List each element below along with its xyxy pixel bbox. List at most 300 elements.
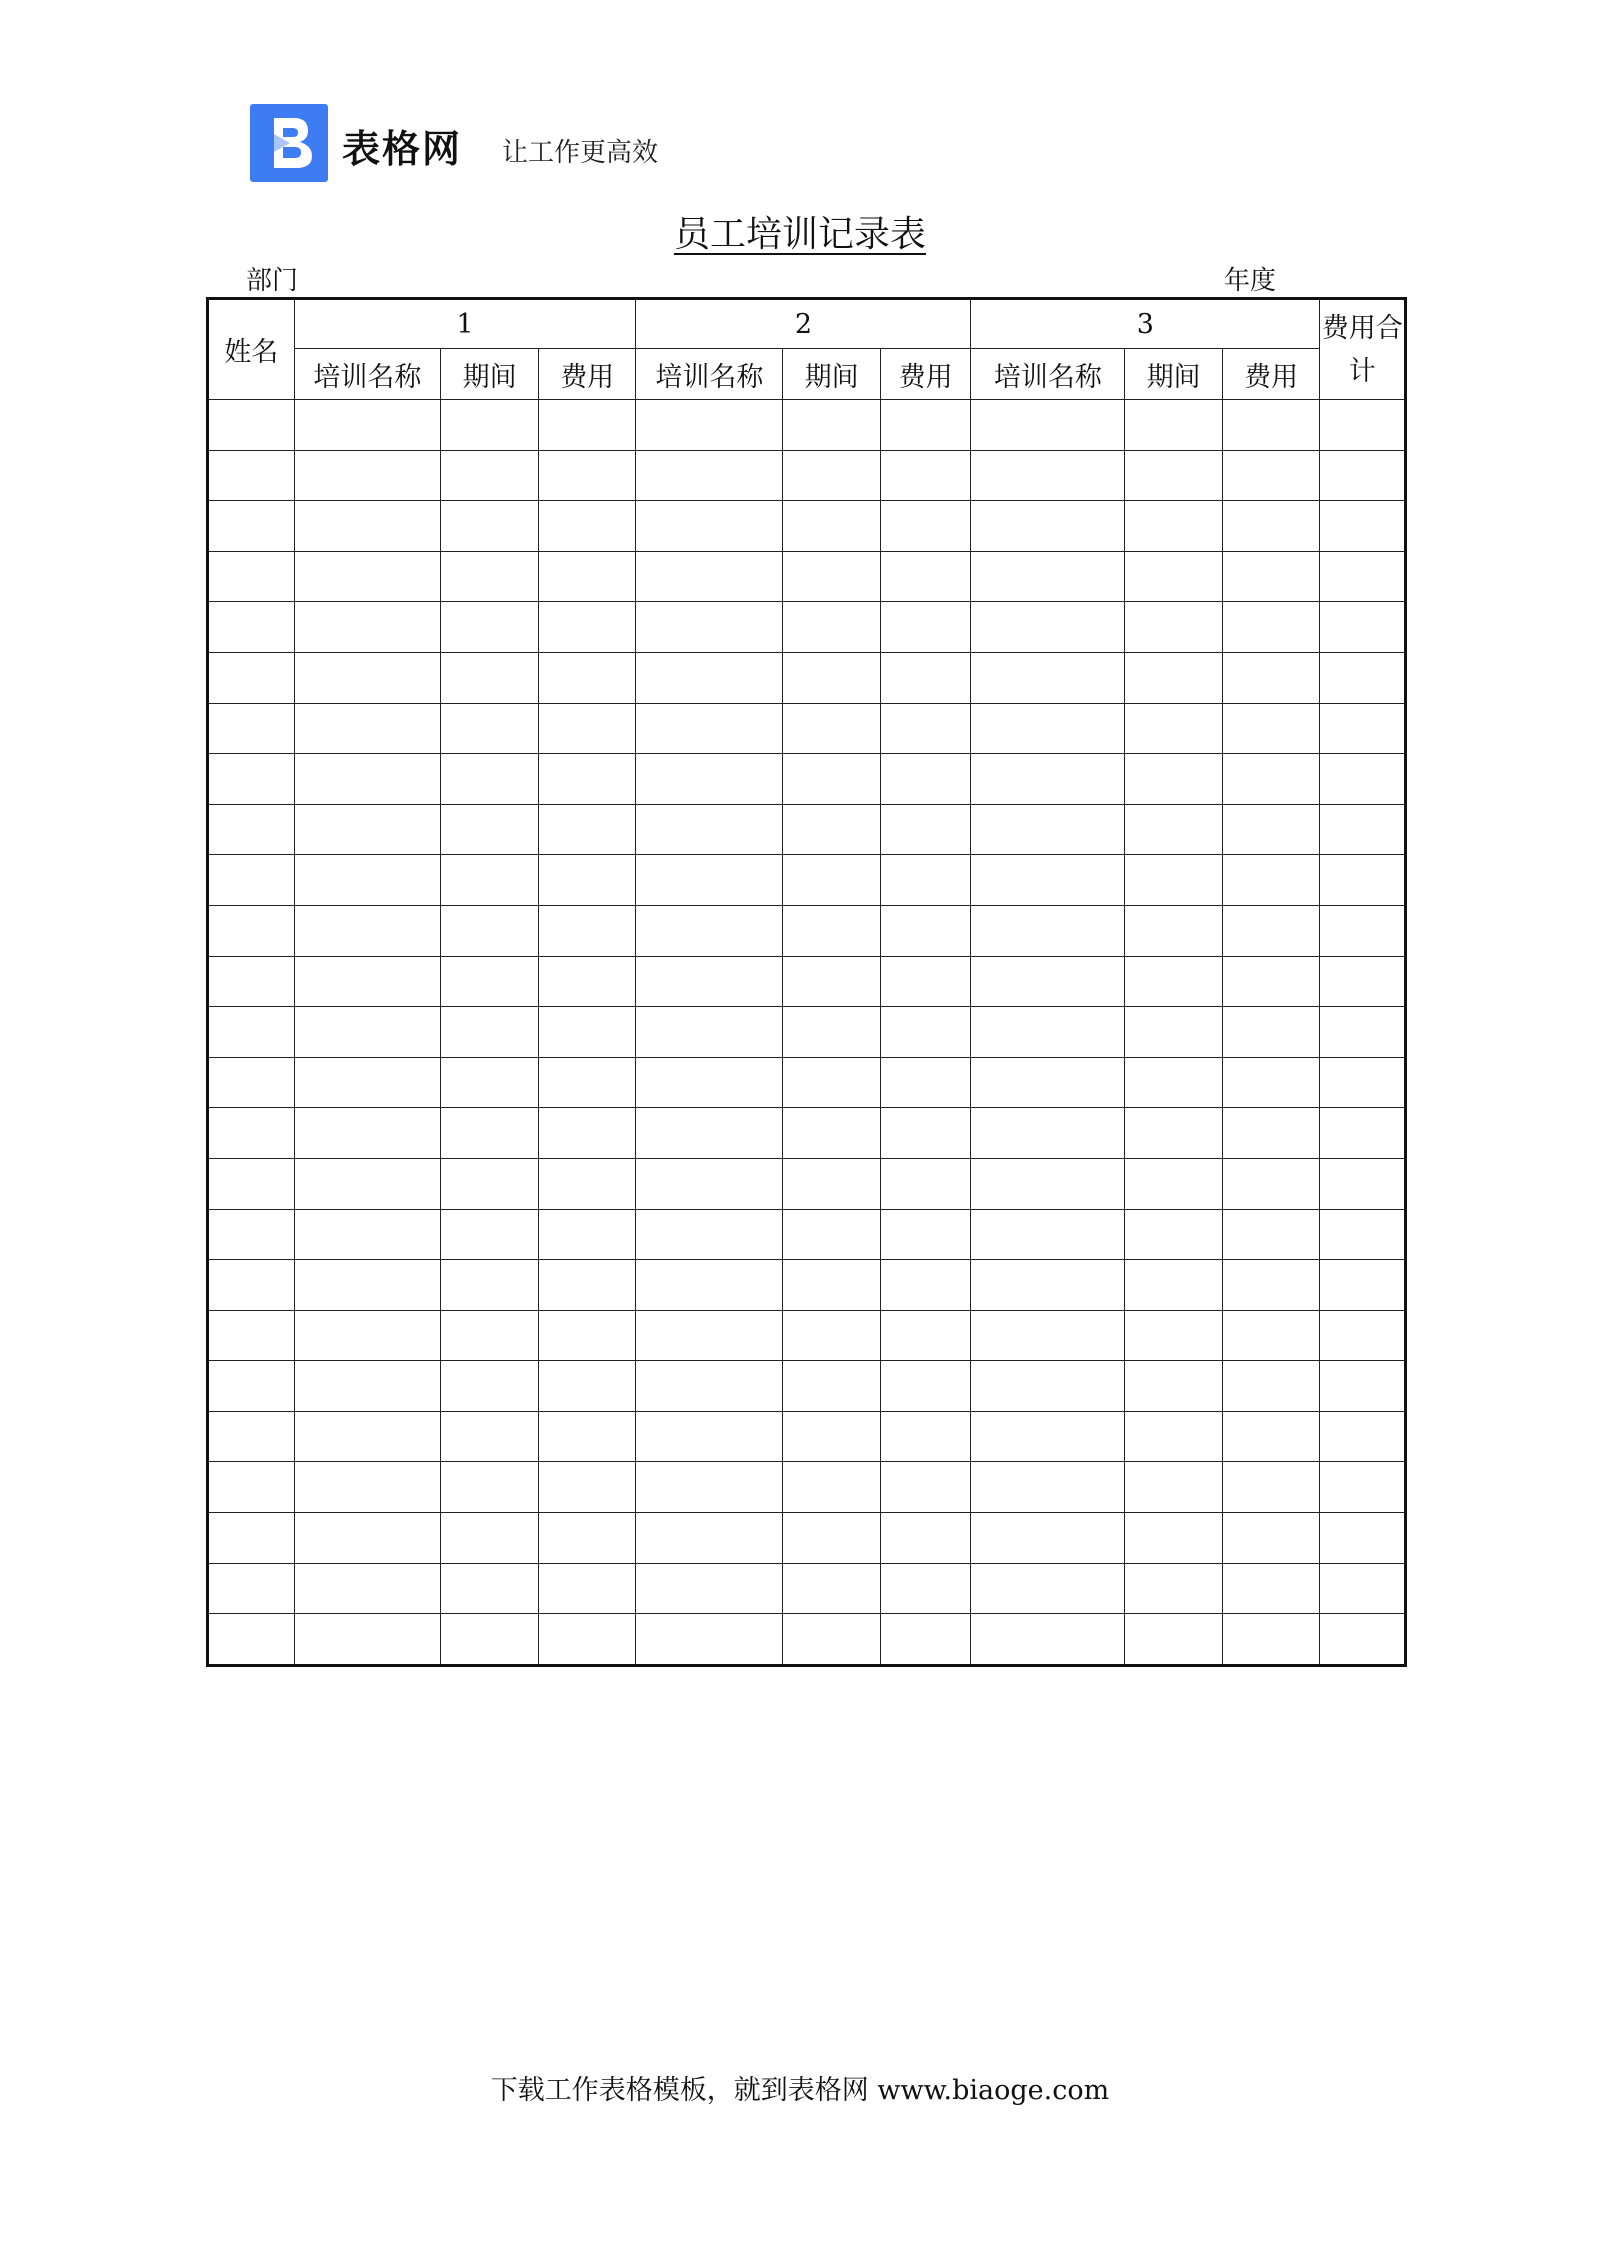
table-cell[interactable] (1125, 551, 1223, 602)
table-cell[interactable] (636, 450, 783, 501)
table-cell[interactable] (880, 703, 971, 754)
table-cell[interactable] (441, 905, 539, 956)
table-cell[interactable] (971, 1108, 1125, 1159)
table-cell[interactable] (783, 400, 881, 451)
table-cell[interactable] (783, 1563, 881, 1614)
table-cell[interactable] (971, 1411, 1125, 1462)
table-cell[interactable] (783, 1057, 881, 1108)
name-header: 姓名 (208, 299, 295, 400)
table-cell[interactable] (1320, 956, 1406, 1007)
table-cell[interactable] (636, 1513, 783, 1564)
table-cell[interactable] (880, 804, 971, 855)
table-row (208, 450, 1406, 501)
table-cell[interactable] (538, 1361, 636, 1412)
table-cell[interactable] (1320, 905, 1406, 956)
table-cell[interactable] (208, 1007, 295, 1058)
table-row (208, 703, 1406, 754)
table-cell[interactable] (880, 501, 971, 552)
table-cell[interactable] (1320, 602, 1406, 653)
table-cell[interactable] (538, 855, 636, 906)
table-cell[interactable] (783, 1513, 881, 1564)
table-cell[interactable] (1125, 1209, 1223, 1260)
table-cell[interactable] (971, 754, 1125, 805)
table-cell[interactable] (208, 1361, 295, 1412)
table-cell[interactable] (1125, 1310, 1223, 1361)
table-cell[interactable] (636, 1462, 783, 1513)
table-cell[interactable] (636, 1057, 783, 1108)
table-cell[interactable] (880, 754, 971, 805)
table-cell[interactable] (208, 804, 295, 855)
table-cell[interactable] (1320, 1563, 1406, 1614)
table-cell[interactable] (538, 1411, 636, 1462)
table-cell[interactable] (294, 1361, 441, 1412)
table-cell[interactable] (1222, 1108, 1320, 1159)
table-cell[interactable] (1320, 1108, 1406, 1159)
table-cell[interactable] (294, 1310, 441, 1361)
table-cell[interactable] (971, 1007, 1125, 1058)
table-cell[interactable] (208, 1462, 295, 1513)
table-cell[interactable] (636, 855, 783, 906)
table-cell[interactable] (1320, 450, 1406, 501)
table-cell[interactable] (971, 905, 1125, 956)
table-cell[interactable] (294, 804, 441, 855)
table-cell[interactable] (1320, 652, 1406, 703)
table-cell[interactable] (1320, 855, 1406, 906)
table-cell[interactable] (538, 1513, 636, 1564)
table-cell[interactable] (636, 501, 783, 552)
table-cell[interactable] (971, 501, 1125, 552)
table-cell[interactable] (208, 1057, 295, 1108)
table-cell[interactable] (441, 551, 539, 602)
table-cell[interactable] (971, 400, 1125, 451)
table-cell[interactable] (294, 703, 441, 754)
table-cell[interactable] (294, 1563, 441, 1614)
table-cell[interactable] (971, 1361, 1125, 1412)
table-cell[interactable] (538, 1563, 636, 1614)
table-cell[interactable] (1125, 703, 1223, 754)
table-cell[interactable] (294, 1260, 441, 1311)
header-row-groups (208, 299, 1406, 349)
table-cell[interactable] (783, 1209, 881, 1260)
table-cell[interactable] (1222, 905, 1320, 956)
table-cell[interactable] (783, 1462, 881, 1513)
table-cell[interactable] (880, 855, 971, 906)
table-cell[interactable] (1125, 1361, 1223, 1412)
table-cell[interactable] (636, 400, 783, 451)
table-cell[interactable] (294, 551, 441, 602)
training-name-header: 培训名称 (636, 349, 783, 400)
table-cell[interactable] (1320, 754, 1406, 805)
table-cell[interactable] (538, 804, 636, 855)
table-cell[interactable] (1125, 1108, 1223, 1159)
table-cell[interactable] (636, 1209, 783, 1260)
table-cell[interactable] (636, 1361, 783, 1412)
table-cell[interactable] (636, 602, 783, 653)
table-cell[interactable] (208, 1108, 295, 1159)
table-cell[interactable] (783, 905, 881, 956)
table-cell[interactable] (1222, 956, 1320, 1007)
table-cell[interactable] (208, 1411, 295, 1462)
table-cell[interactable] (1125, 652, 1223, 703)
table-cell[interactable] (783, 1158, 881, 1209)
table-cell[interactable] (1125, 905, 1223, 956)
table-cell[interactable] (208, 905, 295, 956)
table-cell[interactable] (294, 1614, 441, 1666)
table-cell[interactable] (538, 652, 636, 703)
table-cell[interactable] (1125, 1614, 1223, 1666)
table-cell[interactable] (294, 1513, 441, 1564)
table-cell[interactable] (294, 652, 441, 703)
table-cell[interactable] (208, 754, 295, 805)
table-cell[interactable] (294, 400, 441, 451)
table-cell[interactable] (971, 1563, 1125, 1614)
table-cell[interactable] (971, 1158, 1125, 1209)
table-cell[interactable] (294, 855, 441, 906)
table-cell[interactable] (783, 1108, 881, 1159)
table-cell[interactable] (538, 450, 636, 501)
table-cell[interactable] (880, 450, 971, 501)
table-cell[interactable] (441, 602, 539, 653)
table-cell[interactable] (880, 400, 971, 451)
table-cell[interactable] (1320, 1361, 1406, 1412)
table-cell[interactable] (1125, 956, 1223, 1007)
table-cell[interactable] (880, 1108, 971, 1159)
table-cell[interactable] (441, 1411, 539, 1462)
table-row (208, 855, 1406, 906)
table-cell[interactable] (783, 1411, 881, 1462)
table-cell[interactable] (880, 1513, 971, 1564)
table-cell[interactable] (208, 400, 295, 451)
table-cell[interactable] (208, 1310, 295, 1361)
table-cell[interactable] (1320, 551, 1406, 602)
table-cell[interactable] (441, 400, 539, 451)
table-cell[interactable] (1125, 501, 1223, 552)
table-cell[interactable] (1320, 1614, 1406, 1666)
table-cell[interactable] (441, 956, 539, 1007)
table-cell[interactable] (880, 1462, 971, 1513)
table-cell[interactable] (783, 804, 881, 855)
table-cell[interactable] (441, 1462, 539, 1513)
table-row (208, 1260, 1406, 1311)
table-cell[interactable] (538, 1209, 636, 1260)
header-row-sub (208, 349, 1406, 400)
table-cell[interactable] (971, 1057, 1125, 1108)
table-cell[interactable] (971, 1614, 1125, 1666)
table-cell[interactable] (971, 1462, 1125, 1513)
table-cell[interactable] (1125, 804, 1223, 855)
table-cell[interactable] (971, 804, 1125, 855)
table-cell[interactable] (1320, 804, 1406, 855)
table-cell[interactable] (441, 804, 539, 855)
table-cell[interactable] (294, 1158, 441, 1209)
table-cell[interactable] (538, 1057, 636, 1108)
table-cell[interactable] (294, 1007, 441, 1058)
table-cell[interactable] (971, 602, 1125, 653)
table-cell[interactable] (1222, 501, 1320, 552)
table-cell[interactable] (1222, 1310, 1320, 1361)
table-cell[interactable] (208, 1158, 295, 1209)
table-cell[interactable] (441, 1057, 539, 1108)
table-cell[interactable] (1125, 1563, 1223, 1614)
table-cell[interactable] (208, 855, 295, 906)
table-cell[interactable] (880, 1057, 971, 1108)
table-cell[interactable] (880, 1310, 971, 1361)
table-cell[interactable] (441, 501, 539, 552)
table-cell[interactable] (1320, 1462, 1406, 1513)
table-cell[interactable] (441, 1158, 539, 1209)
period-header: 期间 (1125, 349, 1223, 400)
table-cell[interactable] (1320, 703, 1406, 754)
table-cell[interactable] (441, 1513, 539, 1564)
table-cell[interactable] (783, 703, 881, 754)
table-cell[interactable] (294, 501, 441, 552)
table-cell[interactable] (971, 1260, 1125, 1311)
table-cell[interactable] (783, 956, 881, 1007)
table-cell[interactable] (294, 450, 441, 501)
table-cell[interactable] (294, 602, 441, 653)
table-cell[interactable] (538, 551, 636, 602)
table-cell[interactable] (1222, 1361, 1320, 1412)
table-cell[interactable] (294, 1108, 441, 1159)
table-row (208, 1108, 1406, 1159)
table-cell[interactable] (441, 703, 539, 754)
table-cell[interactable] (538, 1310, 636, 1361)
table-row (208, 754, 1406, 805)
table-cell[interactable] (1320, 1057, 1406, 1108)
table-row (208, 1310, 1406, 1361)
table-cell[interactable] (1222, 1614, 1320, 1666)
table-cell[interactable] (636, 551, 783, 602)
table-cell[interactable] (1222, 1158, 1320, 1209)
table-cell[interactable] (880, 1209, 971, 1260)
table-cell[interactable] (783, 1361, 881, 1412)
cost-header: 费用 (880, 349, 971, 400)
table-cell[interactable] (538, 754, 636, 805)
table-cell[interactable] (971, 1310, 1125, 1361)
table-cell[interactable] (1222, 1209, 1320, 1260)
table-cell[interactable] (1222, 1513, 1320, 1564)
table-cell[interactable] (441, 450, 539, 501)
table-cell[interactable] (1222, 450, 1320, 501)
table-cell[interactable] (208, 1513, 295, 1564)
table-cell[interactable] (441, 1108, 539, 1159)
table-cell[interactable] (538, 1260, 636, 1311)
table-cell[interactable] (441, 754, 539, 805)
table-cell[interactable] (208, 703, 295, 754)
table-cell[interactable] (880, 551, 971, 602)
table-cell[interactable] (1125, 400, 1223, 451)
table-cell[interactable] (208, 956, 295, 1007)
group-header-3: 3 (971, 299, 1320, 349)
table-cell[interactable] (1125, 855, 1223, 906)
table-cell[interactable] (1320, 1310, 1406, 1361)
table-cell[interactable] (294, 956, 441, 1007)
table-cell[interactable] (538, 1108, 636, 1159)
table-cell[interactable] (1125, 1513, 1223, 1564)
table-row (208, 1411, 1406, 1462)
table-row (208, 1563, 1406, 1614)
table-cell[interactable] (538, 905, 636, 956)
table-cell[interactable] (636, 1563, 783, 1614)
table-cell[interactable] (208, 1209, 295, 1260)
table-cell[interactable] (1320, 501, 1406, 552)
table-cell[interactable] (1125, 1462, 1223, 1513)
table-cell[interactable] (636, 1614, 783, 1666)
table-cell[interactable] (1222, 652, 1320, 703)
table-cell[interactable] (880, 956, 971, 1007)
table-cell[interactable] (1125, 1411, 1223, 1462)
table-cell[interactable] (1125, 450, 1223, 501)
table-cell[interactable] (783, 855, 881, 906)
table-cell[interactable] (441, 855, 539, 906)
table-cell[interactable] (208, 1563, 295, 1614)
table-cell[interactable] (1320, 1209, 1406, 1260)
table-cell[interactable] (971, 956, 1125, 1007)
table-cell[interactable] (1222, 1260, 1320, 1311)
table-cell[interactable] (971, 450, 1125, 501)
table-cell[interactable] (208, 450, 295, 501)
table-cell[interactable] (783, 450, 881, 501)
table-cell[interactable] (783, 551, 881, 602)
table-cell[interactable] (1320, 1007, 1406, 1058)
table-cell[interactable] (1222, 804, 1320, 855)
table-cell[interactable] (1222, 855, 1320, 906)
table-cell[interactable] (880, 1361, 971, 1412)
table-cell[interactable] (294, 905, 441, 956)
table-cell[interactable] (1125, 1057, 1223, 1108)
table-cell[interactable] (636, 1411, 783, 1462)
table-cell[interactable] (441, 1007, 539, 1058)
table-cell[interactable] (1320, 1411, 1406, 1462)
table-cell[interactable] (880, 1563, 971, 1614)
table-cell[interactable] (1222, 1411, 1320, 1462)
table-cell[interactable] (208, 652, 295, 703)
table-cell[interactable] (1222, 1563, 1320, 1614)
year-label: 年度 (1224, 266, 1277, 296)
table-cell[interactable] (294, 1057, 441, 1108)
table-cell[interactable] (636, 1310, 783, 1361)
period-header: 期间 (441, 349, 539, 400)
table-cell[interactable] (1222, 703, 1320, 754)
table-cell[interactable] (1222, 551, 1320, 602)
table-cell[interactable] (1222, 1462, 1320, 1513)
table-cell[interactable] (783, 1007, 881, 1058)
table-cell[interactable] (538, 400, 636, 451)
table-cell[interactable] (1320, 400, 1406, 451)
group-header-2: 2 (636, 299, 971, 349)
table-cell[interactable] (538, 1007, 636, 1058)
table-cell[interactable] (1125, 754, 1223, 805)
table-cell[interactable] (1125, 602, 1223, 653)
table-cell[interactable] (636, 1158, 783, 1209)
table-cell[interactable] (880, 602, 971, 653)
table-cell[interactable] (441, 1361, 539, 1412)
table-cell[interactable] (294, 754, 441, 805)
table-cell[interactable] (538, 501, 636, 552)
table-cell[interactable] (441, 1310, 539, 1361)
table-cell[interactable] (441, 652, 539, 703)
table-cell[interactable] (971, 1513, 1125, 1564)
table-cell[interactable] (441, 1209, 539, 1260)
table-row (208, 1361, 1406, 1412)
table-cell[interactable] (880, 1614, 971, 1666)
cost-header: 费用 (1222, 349, 1320, 400)
table-cell[interactable] (208, 1614, 295, 1666)
table-cell[interactable] (208, 551, 295, 602)
table-cell[interactable] (880, 652, 971, 703)
table-cell[interactable] (294, 1411, 441, 1462)
table-cell[interactable] (971, 855, 1125, 906)
table-cell[interactable] (783, 1310, 881, 1361)
table-cell[interactable] (783, 1260, 881, 1311)
table-cell[interactable] (636, 703, 783, 754)
table-cell[interactable] (1222, 1007, 1320, 1058)
table-cell[interactable] (1125, 1007, 1223, 1058)
table-cell[interactable] (971, 652, 1125, 703)
table-cell[interactable] (538, 602, 636, 653)
table-cell[interactable] (294, 1209, 441, 1260)
table-cell[interactable] (538, 1614, 636, 1666)
table-cell[interactable] (636, 1260, 783, 1311)
table-cell[interactable] (1222, 400, 1320, 451)
table-cell[interactable] (538, 956, 636, 1007)
table-row (208, 956, 1406, 1007)
table-cell[interactable] (1222, 602, 1320, 653)
table-cell[interactable] (783, 1614, 881, 1666)
table-cell[interactable] (441, 1563, 539, 1614)
table-row (208, 400, 1406, 451)
table-cell[interactable] (783, 754, 881, 805)
table-cell[interactable] (880, 1158, 971, 1209)
table-cell[interactable] (208, 1260, 295, 1311)
table-cell[interactable] (538, 1158, 636, 1209)
table-cell[interactable] (1222, 754, 1320, 805)
table-cell[interactable] (880, 905, 971, 956)
table-cell[interactable] (880, 1260, 971, 1311)
table-cell[interactable] (880, 1007, 971, 1058)
table-cell[interactable] (1320, 1513, 1406, 1564)
table-cell[interactable] (636, 754, 783, 805)
table-cell[interactable] (208, 602, 295, 653)
table-cell[interactable] (441, 1614, 539, 1666)
table-cell[interactable] (1320, 1158, 1406, 1209)
table-cell[interactable] (1320, 1260, 1406, 1311)
table-cell[interactable] (971, 703, 1125, 754)
training-name-header: 培训名称 (294, 349, 441, 400)
table-cell[interactable] (971, 551, 1125, 602)
table-cell[interactable] (636, 652, 783, 703)
table-cell[interactable] (1125, 1158, 1223, 1209)
table-cell[interactable] (1222, 1057, 1320, 1108)
table-cell[interactable] (636, 905, 783, 956)
slogan: 让工作更高效 (502, 138, 659, 168)
table-cell[interactable] (636, 956, 783, 1007)
table-cell[interactable] (783, 602, 881, 653)
table-cell[interactable] (636, 1108, 783, 1159)
table-cell[interactable] (538, 703, 636, 754)
table-cell[interactable] (294, 1462, 441, 1513)
table-cell[interactable] (636, 1007, 783, 1058)
table-cell[interactable] (783, 501, 881, 552)
table-cell[interactable] (538, 1462, 636, 1513)
table-cell[interactable] (208, 501, 295, 552)
table-cell[interactable] (636, 804, 783, 855)
table-cell[interactable] (971, 1209, 1125, 1260)
table-cell[interactable] (783, 652, 881, 703)
table-cell[interactable] (441, 1260, 539, 1311)
table-cell[interactable] (1125, 1260, 1223, 1311)
table-cell[interactable] (880, 1411, 971, 1462)
